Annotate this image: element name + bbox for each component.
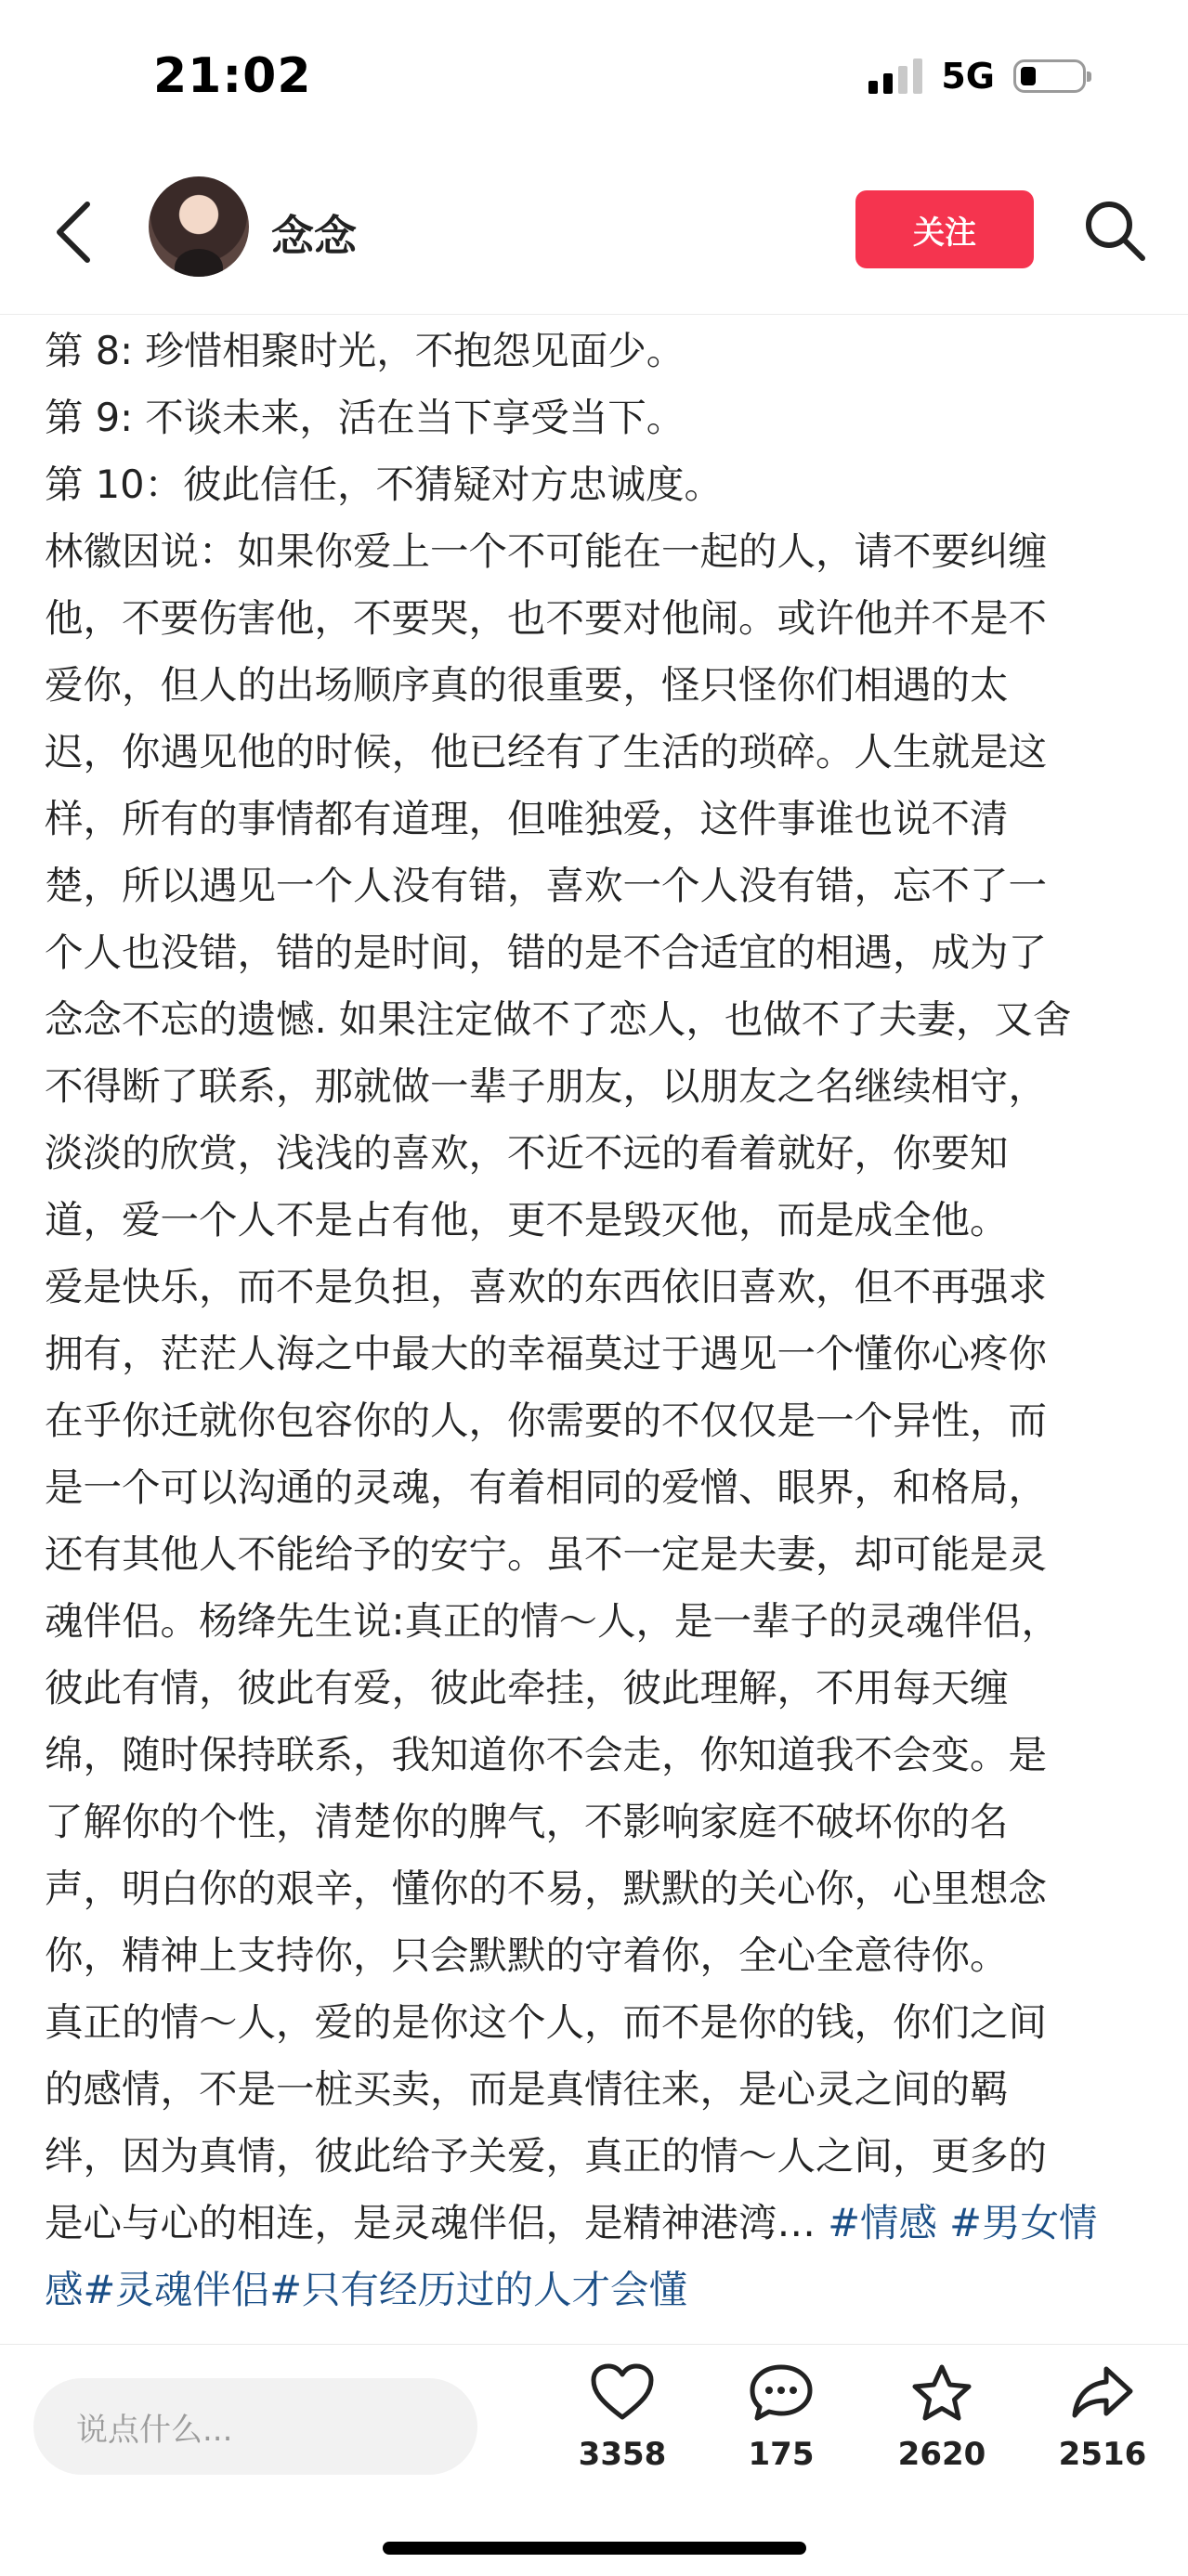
text-line: 第 8: 珍惜相聚时光，不抱怨见面少。 [45,328,685,373]
text-line: 样，所有的事情都有道理，但唯独爱，这件事谁也说不清 [45,796,1009,841]
text-line: 爱是快乐，而不是负担，喜欢的东西依旧喜欢，但不再强求 [45,1264,1048,1309]
status-time: 21:02 [153,48,312,104]
text-line: 个人也没错，错的是时间，错的是不合适宜的相遇，成为了 [45,930,1048,975]
text-line: 他，不要伤害他，不要哭，也不要对他闹。或许他并不是不 [45,595,1048,641]
text-line: 楚，所以遇见一个人没有错，喜欢一个人没有错，忘不了一 [45,863,1048,908]
text-line: 第 10：彼此信任，不猜疑对方忠诚度。 [45,462,724,507]
text-line: 是心与心的相连，是灵魂伴侣，是精神港湾… [45,2200,816,2245]
status-indicators [868,56,1086,97]
favorite-count: 2620 [897,2436,986,2473]
text-line: 你，精神上支持你，只会默默的守着你，全心全意待你。 [45,1932,1009,1978]
text-line: 念念不忘的遗憾. 如果注定做不了恋人，也做不了夫妻，又舍 [45,996,1072,1042]
text-line: 淡淡的欣赏，浅浅的喜欢，不近不远的看着就好，你要知 [45,1130,1009,1176]
header-divider [0,314,1188,315]
text-line: 是一个可以沟通的灵魂，有着相同的爱憎、眼界，和格局， [45,1464,1048,1510]
like-count: 3358 [578,2436,667,2473]
text-line: 绵，随时保持联系，我知道你不会走，你知道我不会变。是 [45,1732,1048,1777]
author-name[interactable]: 念念 [271,211,357,261]
text-line: 还有其他人不能给予的安宁。虽不一定是夫妻，却可能是灵 [45,1531,1048,1577]
search-icon [1079,195,1150,266]
text-line: 真正的情～人，爱的是你这个人，而不是你的钱，你们之间 [45,1999,1048,2045]
author-avatar[interactable] [149,176,249,277]
comment-count: 175 [748,2436,815,2473]
text-line: 道，爱一个人不是占有他，更不是毁灭他，而是成全他。 [45,1197,1009,1242]
text-line: 拥有，茫茫人海之中最大的幸福莫过于遇见一个懂你心疼你 [45,1331,1048,1376]
post-content [45,318,1155,2323]
text-line: 林徽因说：如果你爱上一个不可能在一起的人，请不要纠缠 [45,528,1048,574]
text-line: 在乎你迁就你包容你的人，你需要的不仅仅是一个异性，而 [45,1398,1048,1443]
heart-icon [589,2363,656,2423]
text-line: 彼此有情，彼此有爱，彼此牵挂，彼此理解，不用每天缠 [45,1665,1009,1711]
text-line: 爱你，但人的出场顺序真的很重要，怪只怪你们相遇的太 [45,662,1009,708]
home-indicator[interactable] [383,2542,806,2555]
text-line: 声，明白你的艰辛，懂你的不易，默默的关心你，心里想念 [45,1866,1048,1911]
hashtag-link[interactable]: #情感 #男女情 [816,2200,1098,2245]
comment-input[interactable]: 说点什么... [33,2378,477,2475]
star-icon [908,2363,975,2423]
like-button[interactable] [557,2363,687,2473]
network-type: 5G [941,56,995,97]
signal-icon [868,59,922,94]
back-button[interactable] [46,195,102,269]
chevron-left-icon [46,195,102,269]
comment-button[interactable] [716,2363,846,2473]
share-button[interactable] [1038,2363,1168,2473]
text-line: 第 9: 不谈未来，活在当下享受当下。 [45,395,685,440]
favorite-button[interactable] [877,2363,1007,2473]
bottom-divider [0,2344,1188,2345]
battery-icon [1013,59,1086,93]
text-line: 绊，因为真情，彼此给予关爱，真正的情～人之间，更多的 [45,2133,1048,2179]
text-line: 不得断了联系，那就做一辈子朋友，以朋友之名继续相守， [45,1063,1048,1109]
share-count: 2516 [1058,2436,1147,2473]
hashtag-link[interactable]: 感#灵魂伴侣#只有经历过的人才会懂 [45,2267,688,2312]
text-line: 迟，你遇见他的时候，他已经有了生活的琐碎。人生就是这 [45,729,1048,774]
text-line: 的感情，不是一桩买卖，而是真情往来，是心灵之间的羁 [45,2066,1009,2112]
search-button[interactable] [1079,195,1150,266]
text-line: 魂伴侣。杨绛先生说:真正的情～人，是一辈子的灵魂伴侣， [45,1598,1060,1644]
follow-button[interactable]: 关注 [855,190,1034,268]
comment-bubble-icon [748,2363,815,2423]
text-line-with-tags [45,2190,1155,2257]
text-line: 了解你的个性，清楚你的脾气，不影响家庭不破坏你的名 [45,1799,1009,1844]
share-arrow-icon [1069,2363,1136,2423]
